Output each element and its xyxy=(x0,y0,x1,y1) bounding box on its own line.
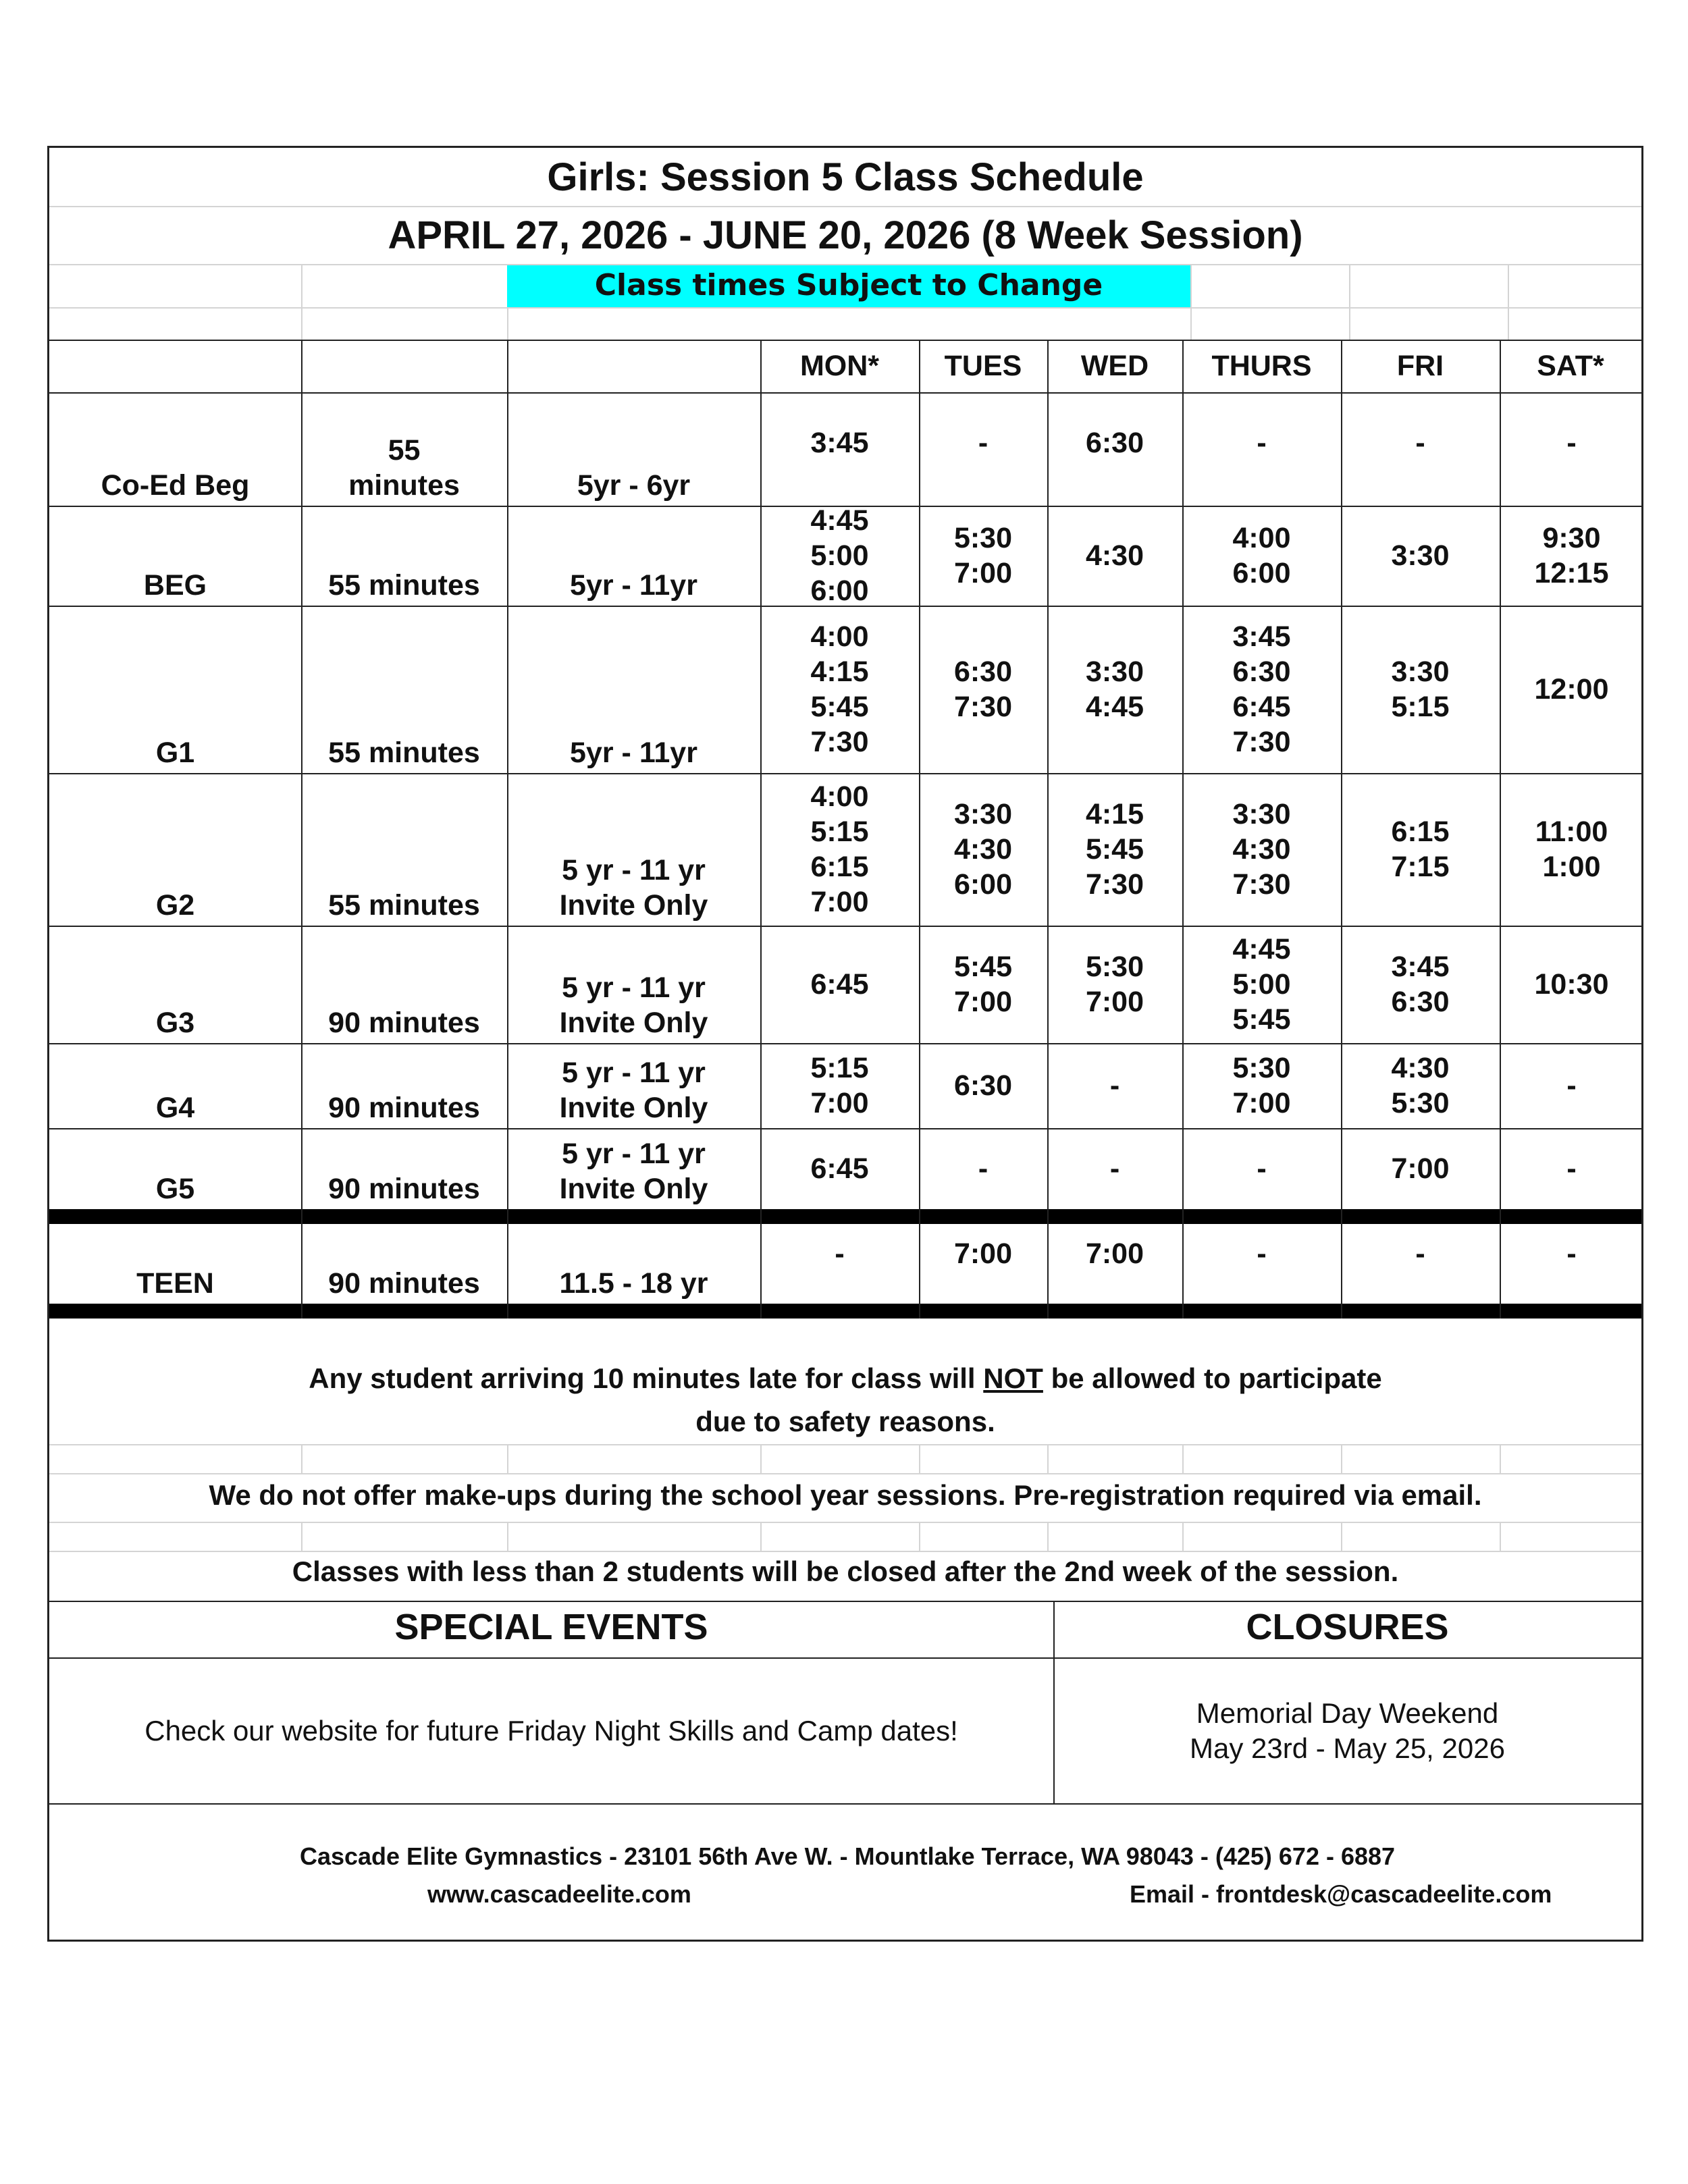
times-g5-fri xyxy=(1341,1128,1500,1209)
time-slot: 7:15 xyxy=(1391,851,1450,883)
times-co-ed-beg-thurs xyxy=(1182,392,1341,494)
time-slot: 7:00 xyxy=(810,1087,869,1119)
time-slot: 10:30 xyxy=(1534,968,1609,1001)
time-slot: - xyxy=(978,1152,988,1185)
times-co-ed-beg-tues xyxy=(919,392,1047,494)
session-dates: APRIL 27, 2026 - JUNE 20, 2026 (8 Week Session) xyxy=(388,213,1303,257)
time-slot: 7:00 xyxy=(1085,986,1144,1018)
time-slot: 6:30 xyxy=(1232,656,1291,688)
time-slot: 4:45 xyxy=(1085,691,1144,723)
class-name-co-ed-beg: Co-Ed Beg xyxy=(101,469,250,502)
class-duration-teen: 90 minutes xyxy=(328,1267,480,1300)
time-slot: 5:30 xyxy=(1391,1087,1450,1119)
time-slot: 5:45 xyxy=(953,951,1013,983)
page-title: Girls: Session 5 Class Schedule xyxy=(547,155,1144,199)
class-name-g3: G3 xyxy=(155,1007,195,1039)
class-duration-g2: 55 minutes xyxy=(328,889,480,922)
class-age-g2: 5 yr - 11 yr Invite Only xyxy=(559,854,708,922)
times-g1-sat xyxy=(1500,606,1643,773)
times-beg-fri xyxy=(1341,506,1500,606)
class-duration-g1: 55 minutes xyxy=(328,737,480,769)
special-events-heading: SPECIAL EVENTS xyxy=(394,1607,708,1647)
time-slot: 6:00 xyxy=(953,868,1013,901)
time-slot: 7:30 xyxy=(810,726,869,758)
class-age-g4: 5 yr - 11 yr Invite Only xyxy=(559,1057,708,1124)
time-slot: 12:00 xyxy=(1534,673,1609,705)
times-g2-sat xyxy=(1500,773,1643,926)
minimum-enrollment-note: Classes with less than 2 students will be closed after the 2nd week of the session. xyxy=(292,1555,1399,1587)
time-slot: 6:45 xyxy=(810,968,869,1001)
time-slot: 5:15 xyxy=(810,1052,869,1084)
time-slot: 5:30 xyxy=(953,522,1013,554)
time-slot: 5:15 xyxy=(1391,691,1450,723)
class-name-g2: G2 xyxy=(155,889,195,922)
time-slot: 5:45 xyxy=(810,691,869,723)
class-duration-co-ed-beg: 55 minutes xyxy=(348,434,460,502)
time-slot: - xyxy=(1566,1152,1577,1185)
time-slot: - xyxy=(1257,1152,1267,1185)
times-g1-wed xyxy=(1047,606,1182,773)
time-slot: 7:00 xyxy=(953,557,1013,589)
makeup-policy-note: We do not offer make-ups during the school year sessions. Pre-registration required via email. xyxy=(209,1479,1482,1511)
times-g4-thurs xyxy=(1182,1043,1341,1128)
times-g5-wed xyxy=(1047,1128,1182,1209)
special-events-text: Check our website for future Friday Night Skills and Camp dates! xyxy=(144,1715,958,1747)
times-g3-fri xyxy=(1341,926,1500,1043)
time-slot: 6:30 xyxy=(1085,427,1144,459)
day-header-sat: SAT* xyxy=(1537,350,1604,382)
class-duration-g4: 90 minutes xyxy=(328,1092,480,1124)
time-slot: 3:30 xyxy=(1391,656,1450,688)
times-g3-thurs xyxy=(1182,926,1341,1043)
time-slot: 5:45 xyxy=(1085,833,1144,865)
time-slot: 4:15 xyxy=(1085,798,1144,830)
times-g1-mon xyxy=(760,606,919,773)
time-slot: 6:30 xyxy=(953,656,1013,688)
times-g1-thurs xyxy=(1182,606,1341,773)
time-slot: 7:30 xyxy=(1232,868,1291,901)
time-slot: - xyxy=(835,1237,845,1270)
times-g5-sat xyxy=(1500,1128,1643,1209)
time-slot: 4:00 xyxy=(810,780,869,813)
time-slot: 4:45 xyxy=(810,504,869,537)
time-slot: - xyxy=(1566,427,1577,459)
times-teen-thurs xyxy=(1182,1224,1341,1283)
time-slot: 6:00 xyxy=(1232,557,1291,589)
time-slot: 6:30 xyxy=(1391,986,1450,1018)
time-slot: 5:30 xyxy=(1232,1052,1291,1084)
times-g3-sat xyxy=(1500,926,1643,1043)
schedule-sheet xyxy=(47,146,1643,1942)
times-beg-mon xyxy=(760,506,919,606)
time-slot: - xyxy=(1566,1069,1577,1102)
day-header-thurs: THURS xyxy=(1211,350,1312,382)
class-name-teen: TEEN xyxy=(136,1267,214,1300)
class-age-teen: 11.5 - 18 yr xyxy=(559,1267,708,1300)
time-slot: 5:30 xyxy=(1085,951,1144,983)
times-g1-tues xyxy=(919,606,1047,773)
class-name-g5: G5 xyxy=(155,1173,195,1205)
time-slot: - xyxy=(1257,1237,1267,1270)
time-slot: - xyxy=(978,427,988,459)
time-slot: 4:30 xyxy=(1085,539,1144,572)
times-co-ed-beg-wed xyxy=(1047,392,1182,494)
times-teen-mon xyxy=(760,1224,919,1283)
time-slot: 3:30 xyxy=(953,798,1013,830)
late-policy-note: Any student arriving 10 minutes late for class will NOT be allowed to participate due to safety reasons. xyxy=(309,1362,1382,1437)
times-g3-tues xyxy=(919,926,1047,1043)
times-g3-mon xyxy=(760,926,919,1043)
times-teen-sat xyxy=(1500,1224,1643,1283)
time-slot: 7:00 xyxy=(1232,1087,1291,1119)
time-slot: 4:15 xyxy=(810,656,869,688)
class-name-beg: BEG xyxy=(143,569,207,602)
times-beg-sat xyxy=(1500,506,1643,606)
times-teen-fri xyxy=(1341,1224,1500,1283)
time-slot: 7:00 xyxy=(810,886,869,918)
time-slot: 7:00 xyxy=(953,1237,1013,1270)
time-slot: 4:00 xyxy=(810,620,869,653)
footer-address: Cascade Elite Gymnastics - 23101 56th Ave W. - Mountlake Terrace, WA 98043 - (425) 672 - 6887 xyxy=(299,1842,1396,1870)
class-duration-g5: 90 minutes xyxy=(328,1173,480,1205)
time-slot: 7:00 xyxy=(1391,1152,1450,1185)
class-age-co-ed-beg: 5yr - 6yr xyxy=(577,469,691,502)
times-teen-tues xyxy=(919,1224,1047,1283)
time-slot: 4:30 xyxy=(1391,1052,1450,1084)
time-slot: - xyxy=(1257,427,1267,459)
times-beg-thurs xyxy=(1182,506,1341,606)
time-slot: 3:45 xyxy=(810,427,869,459)
time-slot: 6:45 xyxy=(810,1152,869,1185)
time-slot: 11:00 xyxy=(1535,816,1608,848)
times-g4-tues xyxy=(919,1043,1047,1128)
time-slot: 6:30 xyxy=(953,1069,1013,1102)
times-g2-fri xyxy=(1341,773,1500,926)
times-g5-mon xyxy=(760,1128,919,1209)
times-g2-wed xyxy=(1047,773,1182,926)
times-co-ed-beg-mon xyxy=(760,392,919,494)
times-beg-tues xyxy=(919,506,1047,606)
times-g2-tues xyxy=(919,773,1047,926)
times-g4-wed xyxy=(1047,1043,1182,1128)
time-slot: 4:30 xyxy=(953,833,1013,865)
time-slot: 12:15 xyxy=(1534,557,1609,589)
time-slot: 7:00 xyxy=(953,986,1013,1018)
day-header-tues: TUES xyxy=(944,350,1022,382)
schedule-notice-banner: Class times Subject to Change xyxy=(507,264,1190,307)
class-name-g1: G1 xyxy=(155,737,195,769)
day-header-fri: FRI xyxy=(1396,350,1444,382)
day-header-mon: MON* xyxy=(799,350,880,382)
times-g5-thurs xyxy=(1182,1128,1341,1209)
time-slot: 5:45 xyxy=(1232,1003,1291,1036)
closures-heading: CLOSURES xyxy=(1246,1607,1449,1647)
time-slot: 7:30 xyxy=(1085,868,1144,901)
class-name-g4: G4 xyxy=(155,1092,195,1124)
time-slot: - xyxy=(1566,1237,1577,1270)
time-slot: 7:30 xyxy=(953,691,1013,723)
time-slot: - xyxy=(1109,1069,1120,1102)
time-slot: 1:00 xyxy=(1542,851,1601,883)
time-slot: 6:00 xyxy=(810,575,869,607)
class-age-g1: 5yr - 11yr xyxy=(570,737,697,769)
time-slot: - xyxy=(1415,427,1425,459)
time-slot: 3:45 xyxy=(1232,620,1291,653)
times-g2-thurs xyxy=(1182,773,1341,926)
times-g4-sat xyxy=(1500,1043,1643,1128)
closures-text: Memorial Day Weekend May 23rd - May 25, 2026 xyxy=(1190,1697,1505,1764)
time-slot: 3:30 xyxy=(1232,798,1291,830)
time-slot: 7:00 xyxy=(1085,1237,1144,1270)
time-slot: 3:45 xyxy=(1391,951,1450,983)
time-slot: 4:00 xyxy=(1232,522,1291,554)
times-g4-mon xyxy=(760,1043,919,1128)
times-teen-wed xyxy=(1047,1224,1182,1283)
day-header-wed: WED xyxy=(1080,350,1149,382)
class-age-g3: 5 yr - 11 yr Invite Only xyxy=(559,971,708,1039)
times-g4-fri xyxy=(1341,1043,1500,1128)
time-slot: 5:00 xyxy=(810,539,869,572)
time-slot: 6:15 xyxy=(1391,816,1450,848)
times-beg-wed xyxy=(1047,506,1182,606)
time-slot: 3:30 xyxy=(1085,656,1144,688)
times-g1-fri xyxy=(1341,606,1500,773)
times-co-ed-beg-fri xyxy=(1341,392,1500,494)
time-slot: 5:00 xyxy=(1232,968,1291,1001)
time-slot: 6:45 xyxy=(1232,691,1291,723)
footer-website[interactable]: www.cascadeelite.com xyxy=(427,1880,691,1908)
class-age-beg: 5yr - 11yr xyxy=(570,569,697,602)
time-slot: 4:30 xyxy=(1232,833,1291,865)
time-slot: 7:30 xyxy=(1232,726,1291,758)
times-g2-mon xyxy=(760,773,919,926)
footer-email[interactable]: Email - frontdesk@cascadeelite.com xyxy=(1130,1880,1552,1908)
class-duration-g3: 90 minutes xyxy=(328,1007,480,1039)
time-slot: 6:15 xyxy=(810,851,869,883)
time-slot: 5:15 xyxy=(810,816,869,848)
times-g3-wed xyxy=(1047,926,1182,1043)
class-age-g5: 5 yr - 11 yr Invite Only xyxy=(559,1138,708,1205)
time-slot: 4:45 xyxy=(1232,933,1291,965)
time-slot: 3:30 xyxy=(1391,539,1450,572)
class-duration-beg: 55 minutes xyxy=(328,569,480,602)
times-g5-tues xyxy=(919,1128,1047,1209)
times-co-ed-beg-sat xyxy=(1500,392,1643,494)
time-slot: 9:30 xyxy=(1542,522,1601,554)
time-slot: - xyxy=(1415,1237,1425,1270)
time-slot: - xyxy=(1109,1152,1120,1185)
